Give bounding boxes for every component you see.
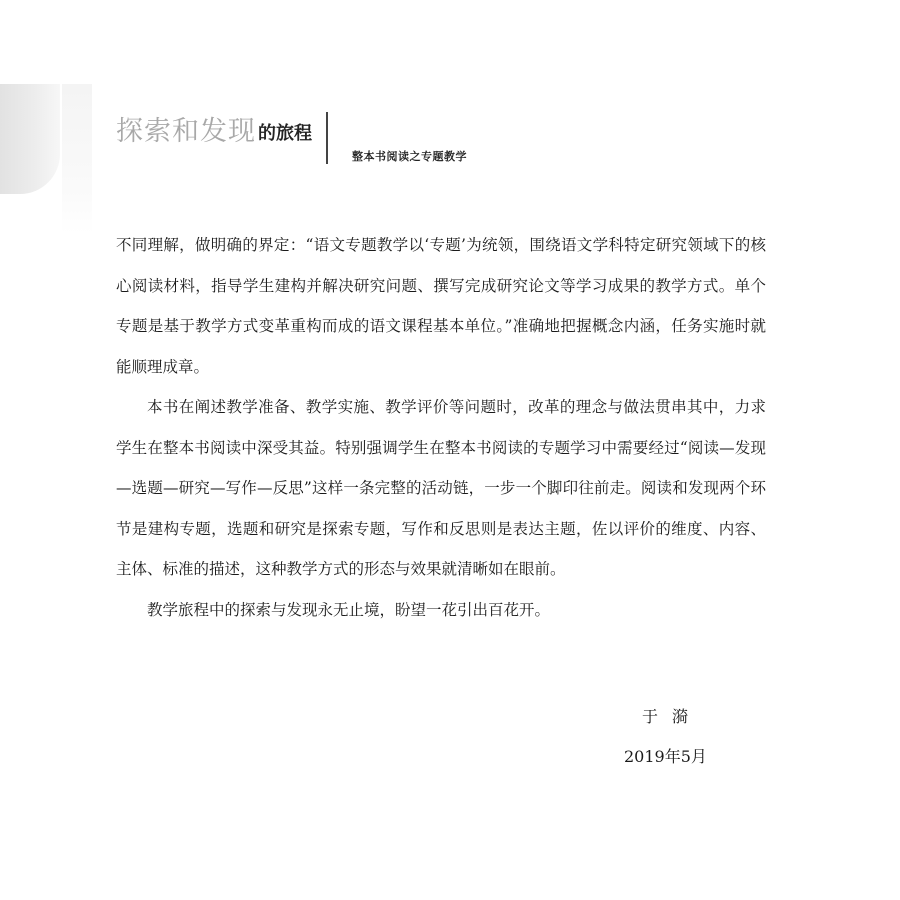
paragraph-3: 教学旅程中的探索与发现永无止境，盼望一花引出百花开。 [147,600,551,619]
header-title-suffix: 的旅程 [258,123,312,144]
body-text [116,225,766,630]
header-divider [326,112,328,164]
signature-date: 2019年5月 [624,747,707,766]
page-edge-shading [0,84,60,194]
paragraph-1: 不同理解，做明确的界定：“语文专题教学以‘专题’为统领，围绕语文学科特定研究领域下的核心阅读材料，指导学生建构并解决研究问题、撰写完成研究论文等学习成果的教学方式。单个专题是基于教学方式变革重构而成的语文课程基本单位。”准确地把握概念内涵，任务实施时就能顺理成章。 [116,236,766,376]
author-signature: 于漪 [642,707,703,726]
header-title-main: 探索和发现 [116,116,256,147]
page-header [116,112,467,168]
page-edge-highlight [62,84,92,234]
header-subtitle: 整本书阅读之专题教学 [352,150,467,163]
paragraph-2: 本书在阐述教学准备、教学实施、教学评价等问题时，改革的理念与做法贯串其中，力求学生在整本书阅读中深受其益。特别强调学生在整本书阅读的专题学习中需要经过“阅读—发现—选题—研究—写作—反思”这样一条完整的活动链，一步一个脚印往前走。阅读和发现两个环节是建构专题，选题和研究是探索专题，写作和反思则是表达主题，佐以评价的维度、内容、主体、标准的描述，这种教学方式的形态与效果就清晰如在眼前。 [116,398,766,578]
